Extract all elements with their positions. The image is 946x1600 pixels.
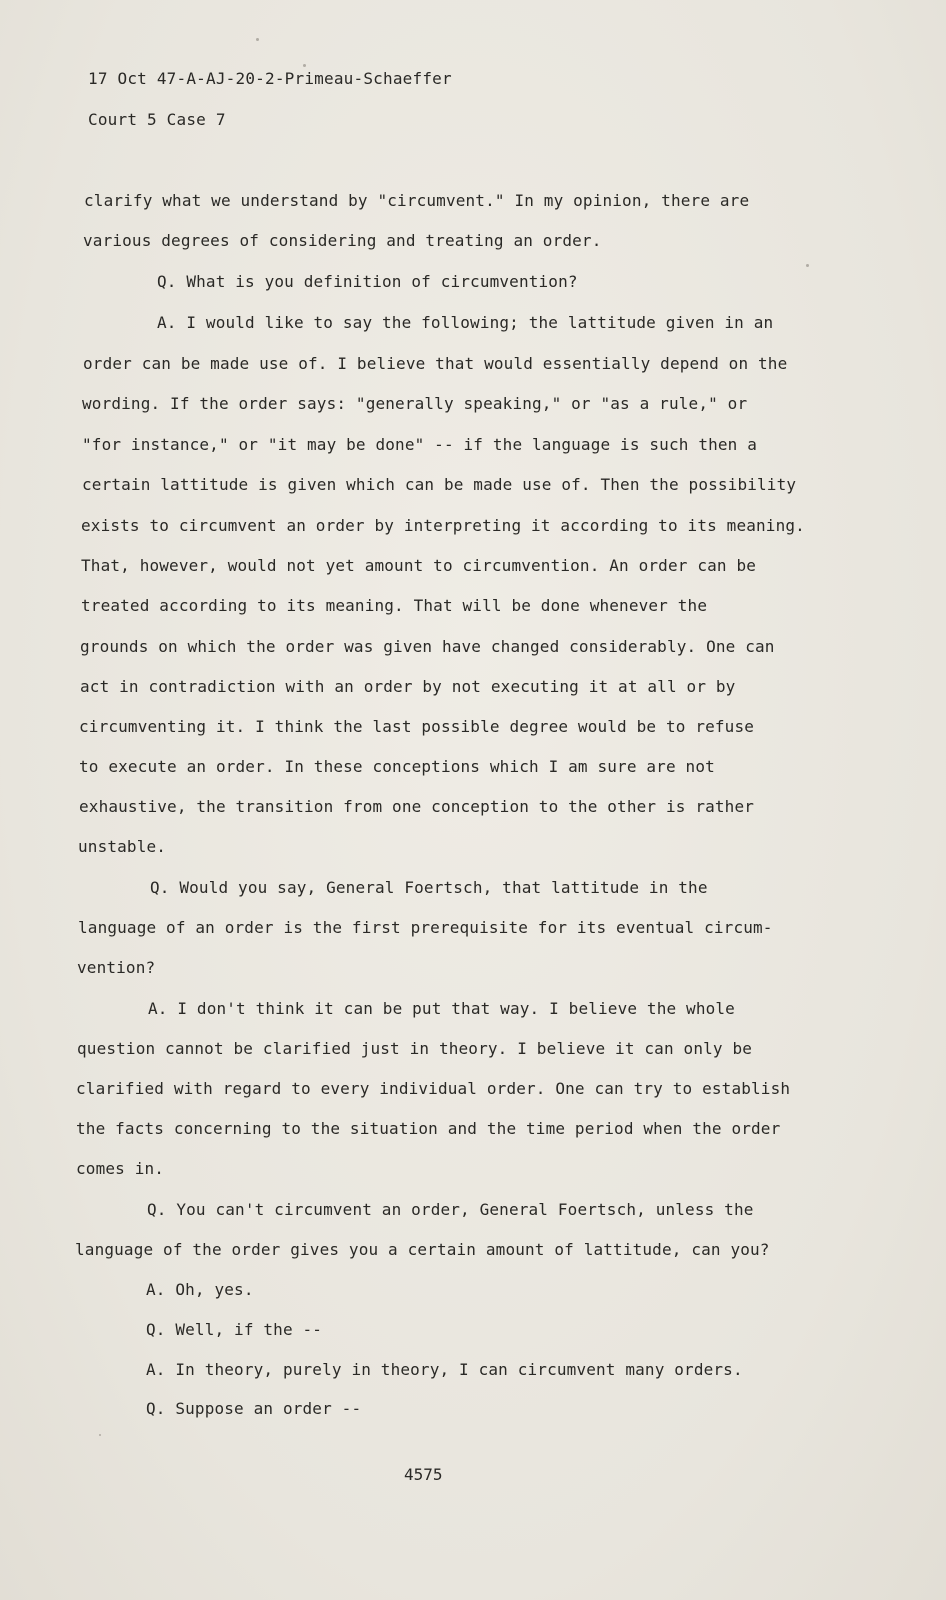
body-line: language of the order gives you a certain amount of lattitude, can you?	[75, 1240, 770, 1259]
body-line: the facts concerning to the situation and the time period when the order	[76, 1119, 781, 1138]
body-line: grounds on which the order was given have changed considerably. One can	[80, 637, 775, 656]
question-line: Q. Well, if the --	[146, 1320, 323, 1339]
body-line: unstable.	[78, 837, 167, 856]
body-line: comes in.	[76, 1159, 165, 1178]
answer-line: A. I don't think it can be put that way. I believe the whole	[148, 999, 735, 1018]
answer-line: A. In theory, purely in theory, I can circumvent many orders.	[146, 1360, 743, 1379]
question-line: Q. What is you definition of circumvention?	[157, 272, 578, 291]
paper-speck	[256, 38, 259, 41]
question-line: Q. Suppose an order --	[146, 1399, 362, 1418]
body-line: certain lattitude is given which can be made use of. Then the possibility	[82, 475, 797, 494]
body-line: vention?	[77, 958, 156, 977]
body-line: wording. If the order says: "generally speaking," or "as a rule," or	[82, 394, 748, 413]
paper-speck	[99, 1434, 101, 1436]
body-line: order can be made use of. I believe that would essentially depend on the	[83, 354, 788, 373]
body-line: "for instance," or "it may be done" -- if the language is such then a	[82, 435, 758, 454]
answer-line: A. Oh, yes.	[146, 1280, 254, 1299]
page-number: 4575	[404, 1465, 443, 1484]
body-line: treated according to its meaning. That will be done whenever the	[81, 596, 708, 615]
body-line: various degrees of considering and treating an order.	[83, 231, 602, 250]
paper-speck	[303, 64, 306, 67]
body-line: clarify what we understand by "circumvent." In my opinion, there are	[84, 191, 750, 210]
body-line: clarified with regard to every individual order. One can try to establish	[76, 1079, 791, 1098]
paper-speck	[806, 264, 809, 267]
answer-line: A. I would like to say the following; the lattitude given in an	[157, 313, 774, 332]
body-line: That, however, would not yet amount to circumvention. An order can be	[81, 556, 757, 575]
body-line: exists to circumvent an order by interpreting it according to its meaning.	[81, 516, 805, 535]
document-header-court-case: Court 5 Case 7	[88, 110, 226, 129]
question-line: Q. Would you say, General Foertsch, that lattitude in the	[150, 878, 708, 897]
body-line: language of an order is the first prerequisite for its eventual circum-	[78, 918, 773, 937]
question-line: Q. You can't circumvent an order, General Foertsch, unless the	[147, 1200, 754, 1219]
document-header-reference: 17 Oct 47-A-AJ-20-2-Primeau-Schaeffer	[88, 69, 452, 88]
body-line: to execute an order. In these conceptions which I am sure are not	[79, 757, 715, 776]
body-line: circumventing it. I think the last possible degree would be to refuse	[79, 717, 755, 736]
body-line: question cannot be clarified just in theory. I believe it can only be	[77, 1039, 753, 1058]
body-line: exhaustive, the transition from one conception to the other is rather	[79, 797, 755, 816]
body-line: act in contradiction with an order by not executing it at all or by	[80, 677, 736, 696]
